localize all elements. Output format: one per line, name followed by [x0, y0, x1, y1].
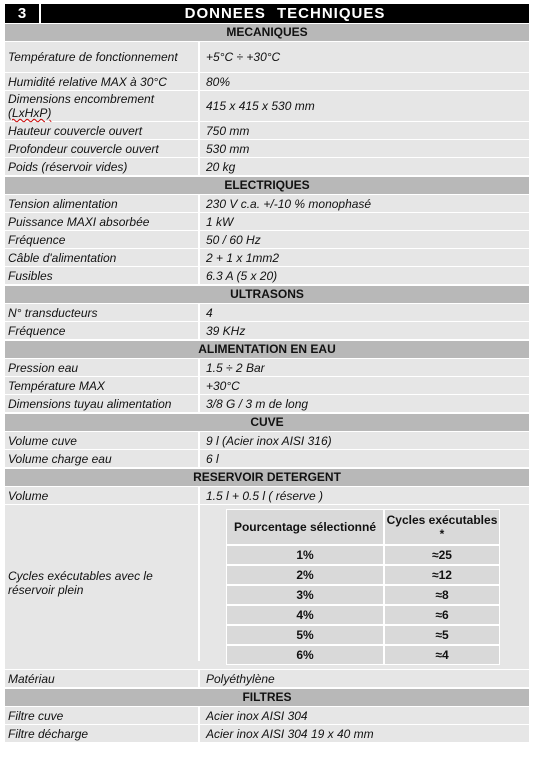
cycles-cell: ≈8: [384, 585, 500, 605]
spec-value: 3/8 G / 3 m de long: [206, 396, 309, 411]
table-row: [226, 645, 500, 665]
spec-row: [5, 140, 529, 158]
cycles-cell: ≈5: [384, 625, 500, 645]
table-row: [226, 605, 500, 625]
spec-label: Filtre cuve: [5, 707, 200, 724]
section-header-electriques: ELECTRIQUES: [5, 176, 529, 195]
spec-row: [5, 231, 529, 249]
table-row: [226, 565, 500, 585]
spec-label: Câble d'alimentation: [5, 249, 200, 266]
spec-row: [5, 249, 529, 267]
cycles-cell: ≈25: [384, 545, 500, 565]
column-header-cycles: Cycles exécutables *: [384, 509, 500, 545]
spec-value: 1.5 ÷ 2 Bar: [206, 360, 265, 375]
spec-value: +30°C: [206, 378, 240, 393]
page-title: DONNEES TECHNIQUES: [184, 5, 386, 22]
section-header-ultrasons: ULTRASONS: [5, 285, 529, 304]
spec-value: 6.3 A (5 x 20): [206, 268, 278, 283]
spec-label: Humidité relative MAX à 30°C: [5, 73, 200, 90]
spec-label: Volume cuve: [5, 432, 200, 449]
section-header-filtres: FILTRES: [5, 688, 529, 707]
spec-label: Cycles exécutables avec le réservoir plein: [5, 505, 200, 661]
spec-row: [5, 322, 529, 340]
spec-value: 415 x 415 x 530 mm: [206, 99, 315, 113]
spec-row: [5, 304, 529, 322]
spec-label: Fusibles: [5, 267, 200, 284]
column-header-percentage: Pourcentage sélectionné: [226, 509, 384, 545]
spec-label: Volume: [5, 487, 200, 504]
spec-row: [5, 432, 529, 450]
spec-value: 80%: [206, 74, 231, 89]
spec-value: 4: [206, 305, 213, 320]
spec-label: Volume charge eau: [5, 450, 200, 467]
spec-row: [5, 487, 529, 505]
percentage-cell: 3%: [226, 585, 384, 605]
cycles-cell: ≈12: [384, 565, 500, 585]
spec-row: [5, 707, 529, 725]
percentage-cell: 2%: [226, 565, 384, 585]
section-header-cuve: CUVE: [5, 413, 529, 432]
spec-row: [5, 195, 529, 213]
spec-row: [5, 213, 529, 231]
spec-value: 50 / 60 Hz: [206, 232, 261, 247]
spec-value: 6 l: [206, 451, 219, 466]
spec-row: [5, 91, 529, 122]
table-row: [226, 545, 500, 565]
percentage-cell: 6%: [226, 645, 384, 665]
spec-value: Acier inox AISI 304: [206, 708, 308, 723]
spec-value: Polyéthylène: [206, 671, 275, 686]
spec-row: [5, 73, 529, 91]
section-header-eau: ALIMENTATION EN EAU: [5, 340, 529, 359]
spec-value: Acier inox AISI 304 19 x 40 mm: [206, 726, 374, 741]
spec-label-main: Dimensions encombrement: [8, 92, 155, 106]
spec-row: [5, 158, 529, 176]
spec-label: Température de fonctionnement: [5, 42, 200, 72]
section-number: 3: [5, 4, 41, 23]
spec-label: N° transducteurs: [5, 304, 200, 321]
spec-value: 9 l (Acier inox AISI 316): [206, 433, 332, 448]
cycles-table: [226, 509, 500, 665]
title-bar: [5, 4, 529, 23]
percentage-cell: 4%: [226, 605, 384, 625]
cycles-table-cell: [200, 505, 529, 669]
table-row: [226, 585, 500, 605]
spec-label: Pression eau: [5, 359, 200, 376]
spec-label: Profondeur couvercle ouvert: [5, 140, 200, 157]
spec-row: [5, 42, 529, 73]
tech-spec-table: [5, 4, 529, 743]
section-header-mecaniques: MECANIQUES: [5, 23, 529, 42]
spec-value: 1 kW: [206, 214, 234, 229]
spec-row: [5, 267, 529, 285]
spec-value: 750 mm: [206, 123, 250, 138]
cycles-cell: ≈4: [384, 645, 500, 665]
percentage-cell: 5%: [226, 625, 384, 645]
spec-label: Fréquence: [5, 231, 200, 248]
spec-label: [5, 91, 200, 121]
spec-label: Puissance MAXI absorbée: [5, 213, 200, 230]
percentage-cell: 1%: [226, 545, 384, 565]
section-header-reservoir: RESERVOIR DETERGENT: [5, 468, 529, 487]
cycles-cell: ≈6: [384, 605, 500, 625]
spec-row: [5, 395, 529, 413]
spec-label: Filtre décharge: [5, 725, 200, 742]
cycles-row: [5, 505, 529, 670]
spec-label: Température MAX: [5, 377, 200, 394]
table-row: [226, 625, 500, 645]
spec-row: [5, 122, 529, 140]
spec-value: 530 mm: [206, 141, 250, 156]
spec-row: [5, 450, 529, 468]
spec-row: [5, 377, 529, 395]
spec-row: [5, 725, 529, 743]
spec-row: [5, 359, 529, 377]
spec-label: Matériau: [5, 670, 200, 687]
spec-label: Fréquence: [5, 322, 200, 339]
spec-value: 2 + 1 x 1mm2: [206, 250, 280, 265]
spec-row: [5, 670, 529, 688]
spec-value: +5°C ÷ +30°C: [206, 50, 281, 64]
spec-value: 20 kg: [206, 159, 236, 174]
spec-label-sub: (LxHxP): [8, 106, 52, 120]
spec-label: Dimensions tuyau alimentation: [5, 395, 200, 412]
spec-value: 39 KHz: [206, 323, 246, 338]
spec-label: Tension alimentation: [5, 195, 200, 212]
cycles-header-row: [226, 509, 500, 545]
spec-value: 1.5 l + 0.5 l ( réserve ): [206, 488, 324, 503]
spec-value: 230 V c.a. +/-10 % monophasé: [206, 196, 372, 211]
spec-label: Poids (réservoir vides): [5, 158, 200, 175]
spec-label: Hauteur couvercle ouvert: [5, 122, 200, 139]
